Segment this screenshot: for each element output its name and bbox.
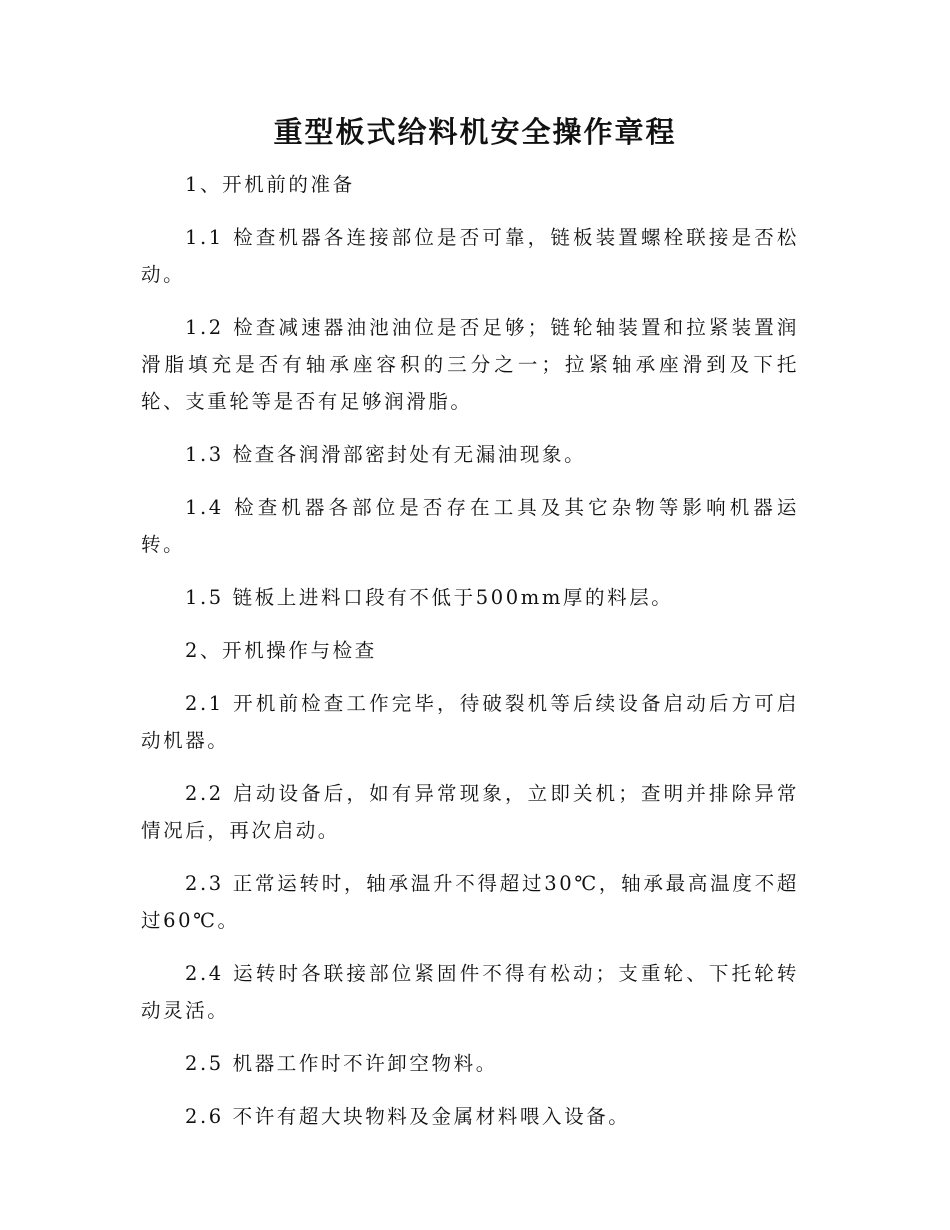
paragraph-1-3: 1.3 检查各润滑部密封处有无漏油现象。 [185,443,587,466]
paragraph-1-2: 1.2 检查减速器油池油位是否足够；链轮轴装置和拉紧装置润滑脂填充是否有轴承座容积的三分之一；拉紧轴承座滑到及下托轮、支重轮等是否有足够润滑脂。 [141,316,799,413]
paragraph-2-2: 2.2 启动设备后，如有异常现象，立即关机；查明并排除异常情况后，再次启动。 [141,782,799,842]
paragraph-2-5: 2.5 机器工作时不许卸空物料。 [185,1052,498,1075]
paragraph-2-6: 2.6 不许有超大块物料及金属材料喂入设备。 [185,1105,631,1128]
paragraph-1-4: 1.4 检查机器各部位是否存在工具及其它杂物等影响机器运转。 [141,496,799,556]
document-title: 重型板式给料机安全操作章程 [273,115,677,149]
paragraph-1-5: 1.5 链板上进料口段有不低于500mm厚的料层。 [185,586,674,609]
paragraph-2-1: 2.1 开机前检查工作完毕，待破裂机等后续设备启动后方可启动机器。 [141,692,799,752]
section-heading-2: 2、开机操作与检查 [185,639,377,662]
section-heading-1: 1、开机前的准备 [185,173,355,196]
document-body [141,166,799,1151]
paragraph-2-4: 2.4 运转时各联接部位紧固件不得有松动；支重轮、下托轮转动灵活。 [141,962,799,1022]
paragraph-1-1: 1.1 检查机器各连接部位是否可靠，链板装置螺栓联接是否松动。 [141,226,799,286]
paragraph-2-3: 2.3 正常运转时，轴承温升不得超过30℃，轴承最高温度不超过60℃。 [141,872,799,932]
